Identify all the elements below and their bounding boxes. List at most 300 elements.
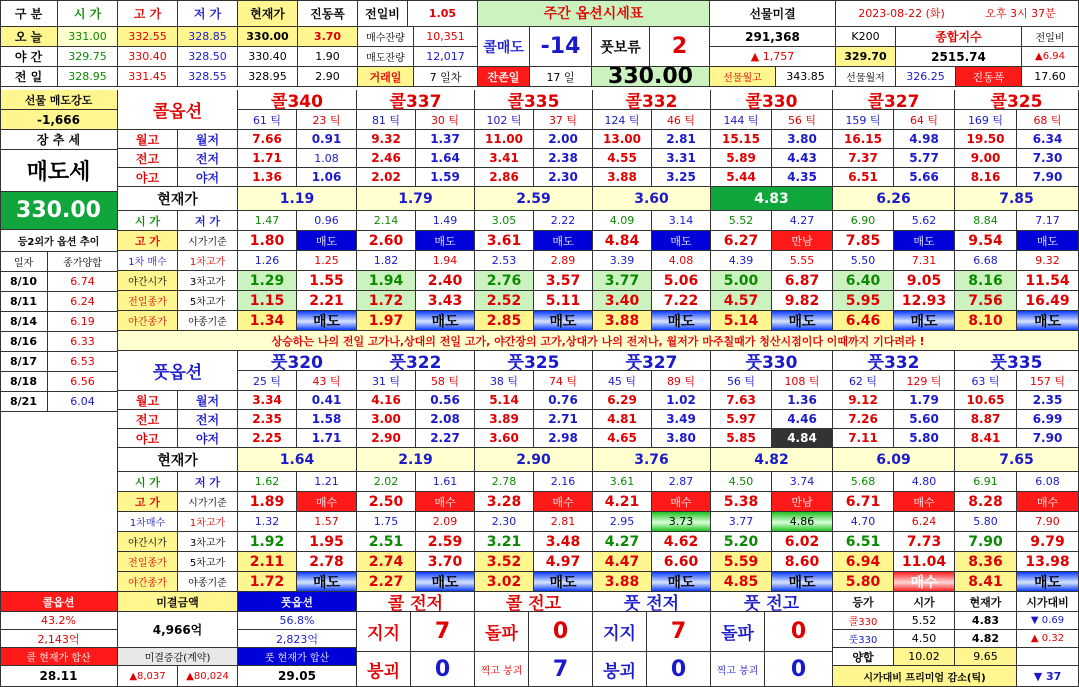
put-p1-b-2: 2.81 (534, 512, 593, 532)
put-month-b-6: 2.35 (1017, 391, 1079, 410)
put-night-a-6: 8.41 (955, 429, 1017, 448)
fut-oi: 291,368 (710, 27, 836, 47)
grade-diff-0: ▼ 0.69 (1017, 612, 1079, 630)
put-hb-a-0: 1.89 (238, 492, 297, 512)
put-p3-b-0: 1.95 (297, 532, 357, 552)
call-tick-b-4: 56 틱 (772, 110, 833, 130)
call-hb-lbl-a: 고 가 (118, 231, 178, 251)
call-prev-lbl-a: 전고 (118, 149, 178, 168)
call-strike-3: 콜332 (593, 90, 711, 110)
big-price: 330.00 (592, 67, 710, 87)
left-spacer (0, 412, 118, 592)
both-cur: 9.65 (955, 648, 1017, 666)
hist-date-5: 8/18 (0, 372, 48, 392)
call-p3-a-0: 1.29 (238, 271, 297, 291)
put-nc-a-6: 8.41 (955, 572, 1017, 592)
call-p5-a-6: 7.56 (955, 291, 1017, 311)
call-cur-2: 2.59 (475, 187, 593, 211)
strength: -1,666 (0, 110, 118, 130)
call-hb-lbl-b: 시가기준 (178, 231, 238, 251)
call-hb-b-5: 매도 (894, 231, 955, 251)
month-low-label: 선물월저 (836, 67, 896, 87)
date-time (836, 0, 1079, 27)
call-nc-a-1: 1.97 (357, 311, 416, 331)
top-row-2-label: 야 간 (0, 47, 58, 67)
put-p1-b-6: 7.90 (1017, 512, 1079, 532)
call-p1-b-3: 4.08 (652, 251, 711, 271)
call-p3-b-1: 2.40 (416, 271, 475, 291)
call-cur-3: 3.60 (593, 187, 711, 211)
hist-date-1: 8/11 (0, 292, 48, 312)
put-ol-b-1: 1.61 (416, 472, 475, 492)
bottom-val-a-3: 0 (765, 612, 833, 652)
sell-remain: 12,017 (414, 47, 478, 67)
call-nc-b-5: 매도 (894, 311, 955, 331)
call-month-a-3: 13.00 (593, 130, 652, 149)
grade-name-1: 풋330 (833, 630, 894, 648)
put-month-a-4: 7.63 (711, 391, 772, 410)
put-hb-b-3: 매수 (652, 492, 711, 512)
put-ol-b-5: 4.80 (894, 472, 955, 492)
put-tick-b-0: 43 틱 (297, 371, 357, 391)
put-p1-b-1: 2.09 (416, 512, 475, 532)
premium-label: 시가대비 프리미엄 감소(틱) (833, 666, 1017, 687)
put-p1-a-3: 2.95 (593, 512, 652, 532)
put-hb-b-5: 매수 (894, 492, 955, 512)
oi-change-put: ▲80,024 (178, 666, 238, 687)
call-ol-a-4: 5.52 (711, 211, 772, 231)
call-night-b-3: 3.25 (652, 168, 711, 187)
bottom-call-label: 콜옵션 (0, 592, 118, 612)
put-ol-b-6: 6.08 (1017, 472, 1079, 492)
put-p1-a-6: 5.80 (955, 512, 1017, 532)
call-hb-b-6: 매도 (1017, 231, 1079, 251)
comp-index: 2515.74 (896, 47, 1022, 67)
call-tick-a-6: 169 틱 (955, 110, 1017, 130)
call-p5-b-3: 7.22 (652, 291, 711, 311)
call-cur-6: 7.85 (955, 187, 1079, 211)
call-p1-b-1: 1.94 (416, 251, 475, 271)
oi-amount: 4,966억 (118, 612, 238, 648)
bottom-val-a-2: 7 (647, 612, 711, 652)
bottom-lbl-b-2: 붕괴 (593, 652, 647, 687)
put-tick-a-1: 31 틱 (357, 371, 416, 391)
put-p3-b-2: 3.48 (534, 532, 593, 552)
put-month-a-2: 5.14 (475, 391, 534, 410)
call-strike-5: 콜327 (833, 90, 955, 110)
hist-value-5: 6.56 (48, 372, 118, 392)
call-p1-lbl-a: 1차 매수 (118, 251, 178, 271)
call-title: 콜옵션 (118, 90, 238, 130)
call-p5-b-0: 2.21 (297, 291, 357, 311)
top-row-2-cur: 330.40 (238, 47, 298, 67)
call-hb-b-4: 만남 (772, 231, 833, 251)
put-night-b-4: 4.84 (772, 429, 833, 448)
call-tick-a-2: 102 틱 (475, 110, 534, 130)
put-cur-label: 현재가 (118, 448, 238, 472)
hist-val-label: 종가양합 (48, 252, 118, 272)
call-month-b-1: 1.37 (416, 130, 475, 149)
call-prev-a-0: 1.71 (238, 149, 297, 168)
call-ol-a-0: 1.47 (238, 211, 297, 231)
put-tick-b-3: 89 틱 (652, 371, 711, 391)
call-hb-a-0: 1.80 (238, 231, 297, 251)
put-nc-b-3: 매도 (652, 572, 711, 592)
put-night-a-0: 2.25 (238, 429, 297, 448)
put-hb-b-0: 매수 (297, 492, 357, 512)
put-p1-b-5: 6.24 (894, 512, 955, 532)
call-prev-b-6: 7.30 (1017, 149, 1079, 168)
call-p1-a-0: 1.26 (238, 251, 297, 271)
put-nc-a-0: 1.72 (238, 572, 297, 592)
trade-day-label: 거래일 (358, 67, 414, 87)
call-month-b-2: 2.00 (534, 130, 593, 149)
call-tick-a-4: 144 틱 (711, 110, 772, 130)
put-nc-lbl-a: 야간종가 (118, 572, 178, 592)
call-tick-b-5: 64 틱 (894, 110, 955, 130)
bottom-call-amt: 2,143억 (0, 630, 118, 648)
top-row-3-low: 328.55 (178, 67, 238, 87)
put-month-b-0: 0.41 (297, 391, 357, 410)
call-nc-b-1: 매도 (416, 311, 475, 331)
grade-hdr-2: 현재가 (955, 592, 1017, 612)
call-strike-4: 콜330 (711, 90, 833, 110)
put-hb-lbl-a: 고 가 (118, 492, 178, 512)
top-row-2-open: 329.75 (58, 47, 118, 67)
call-night-lbl-b: 야저 (178, 168, 238, 187)
put-nc-a-5: 5.80 (833, 572, 894, 592)
call-prev-b-3: 3.31 (652, 149, 711, 168)
bottom-lbl-b-0: 붕괴 (357, 652, 411, 687)
hist-title: 등2외가 옵션 추이 (0, 230, 118, 252)
put-tick-b-4: 108 틱 (772, 371, 833, 391)
put-p1-a-5: 4.70 (833, 512, 894, 532)
call-night-b-1: 1.59 (416, 168, 475, 187)
put-night-b-6: 7.90 (1017, 429, 1079, 448)
range2: 17.60 (1022, 67, 1079, 87)
put-p5-b-3: 6.60 (652, 552, 711, 572)
bottom-hdr-1: 콜 전고 (475, 592, 593, 612)
put-nc-a-4: 4.85 (711, 572, 772, 592)
call-p1-b-0: 1.25 (297, 251, 357, 271)
put-p5-lbl-b: 5차고가 (178, 552, 238, 572)
call-night-lbl-a: 야고 (118, 168, 178, 187)
time: 오후 3시 37분 (985, 7, 1056, 20)
put-night-b-3: 3.80 (652, 429, 711, 448)
put-month-a-6: 10.65 (955, 391, 1017, 410)
call-hb-b-1: 매도 (416, 231, 475, 251)
top-row-3-range: 2.90 (298, 67, 358, 87)
call-hb-b-0: 매도 (297, 231, 357, 251)
put-prev-b-5: 5.60 (894, 410, 955, 429)
bottom-val-b-2: 0 (647, 652, 711, 687)
put-tick-a-3: 45 틱 (593, 371, 652, 391)
call-sum-label: 콜 현재가 합산 (0, 648, 118, 666)
call-p5-b-4: 9.82 (772, 291, 833, 311)
call-prev-b-1: 1.64 (416, 149, 475, 168)
strength-label: 선물 매도강도 (0, 90, 118, 110)
call-strike-1: 콜337 (357, 90, 475, 110)
call-prev-b-5: 5.77 (894, 149, 955, 168)
call-ol-b-3: 3.14 (652, 211, 711, 231)
put-month-b-3: 1.02 (652, 391, 711, 410)
k200-label: K200 (836, 27, 896, 47)
top-row-0-high: 고 가 (118, 0, 178, 27)
call-prev-a-5: 7.37 (833, 149, 894, 168)
trade-day: 7 일차 (414, 67, 478, 87)
put-tick-a-2: 38 틱 (475, 371, 534, 391)
call-p3-a-3: 3.77 (593, 271, 652, 291)
put-nc-b-0: 매도 (297, 572, 357, 592)
put-hb-a-4: 5.38 (711, 492, 772, 512)
put-night-a-4: 5.85 (711, 429, 772, 448)
hist-date-0: 8/10 (0, 272, 48, 292)
put-tick-b-2: 74 틱 (534, 371, 593, 391)
grade-name-0: 콜330 (833, 612, 894, 630)
buy-remain-label: 매수잔량 (358, 27, 414, 47)
bottom-val-a-0: 7 (411, 612, 475, 652)
month-low: 326.25 (896, 67, 956, 87)
call-p1-b-2: 2.89 (534, 251, 593, 271)
bottom-put-amt: 2,823억 (238, 630, 357, 648)
put-hb-lbl-b: 시가기준 (178, 492, 238, 512)
put-nc-b-4: 매도 (772, 572, 833, 592)
put-hb-a-5: 6.71 (833, 492, 894, 512)
call-prev-b-0: 1.08 (297, 149, 357, 168)
call-month-a-5: 16.15 (833, 130, 894, 149)
put-p5-b-5: 11.04 (894, 552, 955, 572)
put-prev-b-6: 6.99 (1017, 410, 1079, 429)
call-p1-b-4: 5.55 (772, 251, 833, 271)
call-nc-a-2: 2.85 (475, 311, 534, 331)
call-strike-6: 콜325 (955, 90, 1079, 110)
put-prev-lbl-a: 전고 (118, 410, 178, 429)
range2-label: 진동폭 (956, 67, 1022, 87)
put-hb-b-1: 매수 (416, 492, 475, 512)
call-p5-a-3: 3.40 (593, 291, 652, 311)
grade-hdr-1: 시가 (894, 592, 955, 612)
remain: 17 일 (530, 67, 592, 87)
call-p5-a-2: 2.52 (475, 291, 534, 311)
put-night-a-5: 7.11 (833, 429, 894, 448)
call-p1-b-5: 7.31 (894, 251, 955, 271)
put-p3-a-3: 4.27 (593, 532, 652, 552)
hist-date-3: 8/16 (0, 332, 48, 352)
top-row-1-low: 328.85 (178, 27, 238, 47)
hist-date-2: 8/14 (0, 312, 48, 332)
call-p5-a-5: 5.95 (833, 291, 894, 311)
call-p3-b-6: 11.54 (1017, 271, 1079, 291)
put-ol-lbl-a: 시 가 (118, 472, 178, 492)
put-prev-a-4: 5.97 (711, 410, 772, 429)
put-nc-b-5: 매수 (894, 572, 955, 592)
put-ol-a-1: 2.02 (357, 472, 416, 492)
call-nc-b-4: 매도 (772, 311, 833, 331)
grade-cur-0: 4.83 (955, 612, 1017, 630)
call-cur-label: 현재가 (118, 187, 238, 211)
call-p5-b-2: 5.11 (534, 291, 593, 311)
call-p5-b-6: 16.49 (1017, 291, 1079, 311)
call-month-a-4: 15.15 (711, 130, 772, 149)
call-p1-a-2: 2.53 (475, 251, 534, 271)
call-cur-0: 1.19 (238, 187, 357, 211)
put-month-a-3: 6.29 (593, 391, 652, 410)
call-p3-b-5: 9.05 (894, 271, 955, 291)
put-cur-0: 1.64 (238, 448, 357, 472)
put-ol-a-6: 6.91 (955, 472, 1017, 492)
put-p5-a-4: 5.59 (711, 552, 772, 572)
call-night-b-5: 5.66 (894, 168, 955, 187)
date: 2023-08-22 (화) (858, 7, 945, 20)
put-p5-a-1: 2.74 (357, 552, 416, 572)
both-empty (1017, 648, 1079, 666)
put-p1-a-2: 2.30 (475, 512, 534, 532)
call-ol-lbl-a: 시 가 (118, 211, 178, 231)
bottom-lbl-a-3: 돌파 (711, 612, 765, 652)
call-sell-value: -14 (530, 27, 592, 67)
put-p3-lbl-b: 3차고가 (178, 532, 238, 552)
call-prev-lbl-b: 전저 (178, 149, 238, 168)
call-nc-b-0: 매도 (297, 311, 357, 331)
call-p3-lbl-b: 3차고가 (178, 271, 238, 291)
call-month-b-3: 2.81 (652, 130, 711, 149)
put-p1-a-1: 1.75 (357, 512, 416, 532)
hist-value-0: 6.74 (48, 272, 118, 292)
put-night-b-0: 1.71 (297, 429, 357, 448)
call-p5-b-1: 3.43 (416, 291, 475, 311)
put-p5-a-3: 4.47 (593, 552, 652, 572)
top-row-3-open: 328.95 (58, 67, 118, 87)
hist-value-3: 6.33 (48, 332, 118, 352)
sell-remain-label: 매도잔량 (358, 47, 414, 67)
call-nc-b-2: 매도 (534, 311, 593, 331)
put-tick-b-5: 129 틱 (894, 371, 955, 391)
call-cur-4: 4.83 (711, 187, 833, 211)
call-p3-lbl-a: 야간시가 (118, 271, 178, 291)
call-sum: 28.11 (0, 666, 118, 687)
call-tick-b-1: 30 틱 (416, 110, 475, 130)
put-nc-lbl-b: 야종기준 (178, 572, 238, 592)
put-p3-b-6: 9.79 (1017, 532, 1079, 552)
hist-value-4: 6.53 (48, 352, 118, 372)
put-hb-a-1: 2.50 (357, 492, 416, 512)
call-strike-2: 콜335 (475, 90, 593, 110)
put-sum: 29.05 (238, 666, 357, 687)
month-high-label: 선물월고 (710, 67, 776, 87)
put-prev-b-4: 4.46 (772, 410, 833, 429)
put-p3-a-6: 7.90 (955, 532, 1017, 552)
put-night-b-2: 2.98 (534, 429, 593, 448)
call-ol-a-6: 8.84 (955, 211, 1017, 231)
prev2: ▲6.94 (1022, 47, 1079, 67)
top-row-3-cur: 328.95 (238, 67, 298, 87)
put-p3-a-0: 1.92 (238, 532, 297, 552)
put-nc-a-3: 3.88 (593, 572, 652, 592)
call-night-a-5: 6.51 (833, 168, 894, 187)
put-month-a-0: 3.34 (238, 391, 297, 410)
put-prev-a-0: 2.35 (238, 410, 297, 429)
call-prev-a-1: 2.46 (357, 149, 416, 168)
call-night-b-4: 4.35 (772, 168, 833, 187)
call-p1-a-3: 3.39 (593, 251, 652, 271)
grade-hdr-3: 시가대비 (1017, 592, 1079, 612)
call-hb-a-5: 7.85 (833, 231, 894, 251)
call-tick-b-0: 23 틱 (297, 110, 357, 130)
call-tick-a-1: 81 틱 (357, 110, 416, 130)
call-nc-a-4: 5.14 (711, 311, 772, 331)
top-row-1-high: 332.55 (118, 27, 178, 47)
call-night-a-1: 2.02 (357, 168, 416, 187)
put-month-lbl-b: 월저 (178, 391, 238, 410)
fut-oi-change: ▲ 1,757 (710, 47, 836, 67)
put-ol-a-0: 1.62 (238, 472, 297, 492)
grade-open-1: 4.50 (894, 630, 955, 648)
call-prev-b-4: 4.43 (772, 149, 833, 168)
put-p5-lbl-a: 전일종가 (118, 552, 178, 572)
comp-label: 종합지수 (896, 27, 1022, 47)
call-p3-a-1: 1.94 (357, 271, 416, 291)
call-prev-a-4: 5.89 (711, 149, 772, 168)
put-strike-6: 풋335 (955, 351, 1079, 371)
bottom-val-b-0: 0 (411, 652, 475, 687)
put-tick-b-6: 157 틱 (1017, 371, 1079, 391)
call-month-a-6: 19.50 (955, 130, 1017, 149)
call-ol-b-0: 0.96 (297, 211, 357, 231)
call-p3-a-2: 2.76 (475, 271, 534, 291)
bottom-lbl-a-1: 돌파 (475, 612, 529, 652)
call-tick-a-3: 124 틱 (593, 110, 652, 130)
call-p5-lbl-b: 5차고가 (178, 291, 238, 311)
grade-cur-1: 4.82 (955, 630, 1017, 648)
call-tick-b-2: 37 틱 (534, 110, 593, 130)
put-p3-b-5: 7.73 (894, 532, 955, 552)
call-hb-b-3: 매도 (652, 231, 711, 251)
call-ol-b-4: 4.27 (772, 211, 833, 231)
put-p1-a-4: 3.77 (711, 512, 772, 532)
put-strike-0: 풋320 (238, 351, 357, 371)
put-month-b-1: 0.56 (416, 391, 475, 410)
call-night-a-2: 2.86 (475, 168, 534, 187)
call-tick-b-6: 68 틱 (1017, 110, 1079, 130)
call-p1-a-6: 6.68 (955, 251, 1017, 271)
call-cur-5: 6.26 (833, 187, 955, 211)
put-nc-b-6: 매도 (1017, 572, 1079, 592)
put-night-a-3: 4.65 (593, 429, 652, 448)
call-p3-b-2: 3.57 (534, 271, 593, 291)
put-prev-b-1: 2.08 (416, 410, 475, 429)
put-ol-a-2: 2.78 (475, 472, 534, 492)
put-ol-a-3: 3.61 (593, 472, 652, 492)
call-p1-a-4: 4.39 (711, 251, 772, 271)
put-p3-a-5: 6.51 (833, 532, 894, 552)
put-ol-a-5: 5.68 (833, 472, 894, 492)
call-night-a-0: 1.36 (238, 168, 297, 187)
top-row-3-high: 331.45 (118, 67, 178, 87)
call-night-b-2: 2.30 (534, 168, 593, 187)
put-p3-b-3: 4.62 (652, 532, 711, 552)
put-ol-lbl-b: 저 가 (178, 472, 238, 492)
put-night-lbl-a: 야고 (118, 429, 178, 448)
put-ol-a-4: 4.50 (711, 472, 772, 492)
put-hb-a-3: 4.21 (593, 492, 652, 512)
call-tick-b-3: 46 틱 (652, 110, 711, 130)
call-night-b-6: 7.90 (1017, 168, 1079, 187)
put-night-b-1: 2.27 (416, 429, 475, 448)
put-night-lbl-b: 야저 (178, 429, 238, 448)
put-night-a-2: 3.60 (475, 429, 534, 448)
call-strike-0: 콜340 (238, 90, 357, 110)
bottom-val-b-3: 0 (765, 652, 833, 687)
